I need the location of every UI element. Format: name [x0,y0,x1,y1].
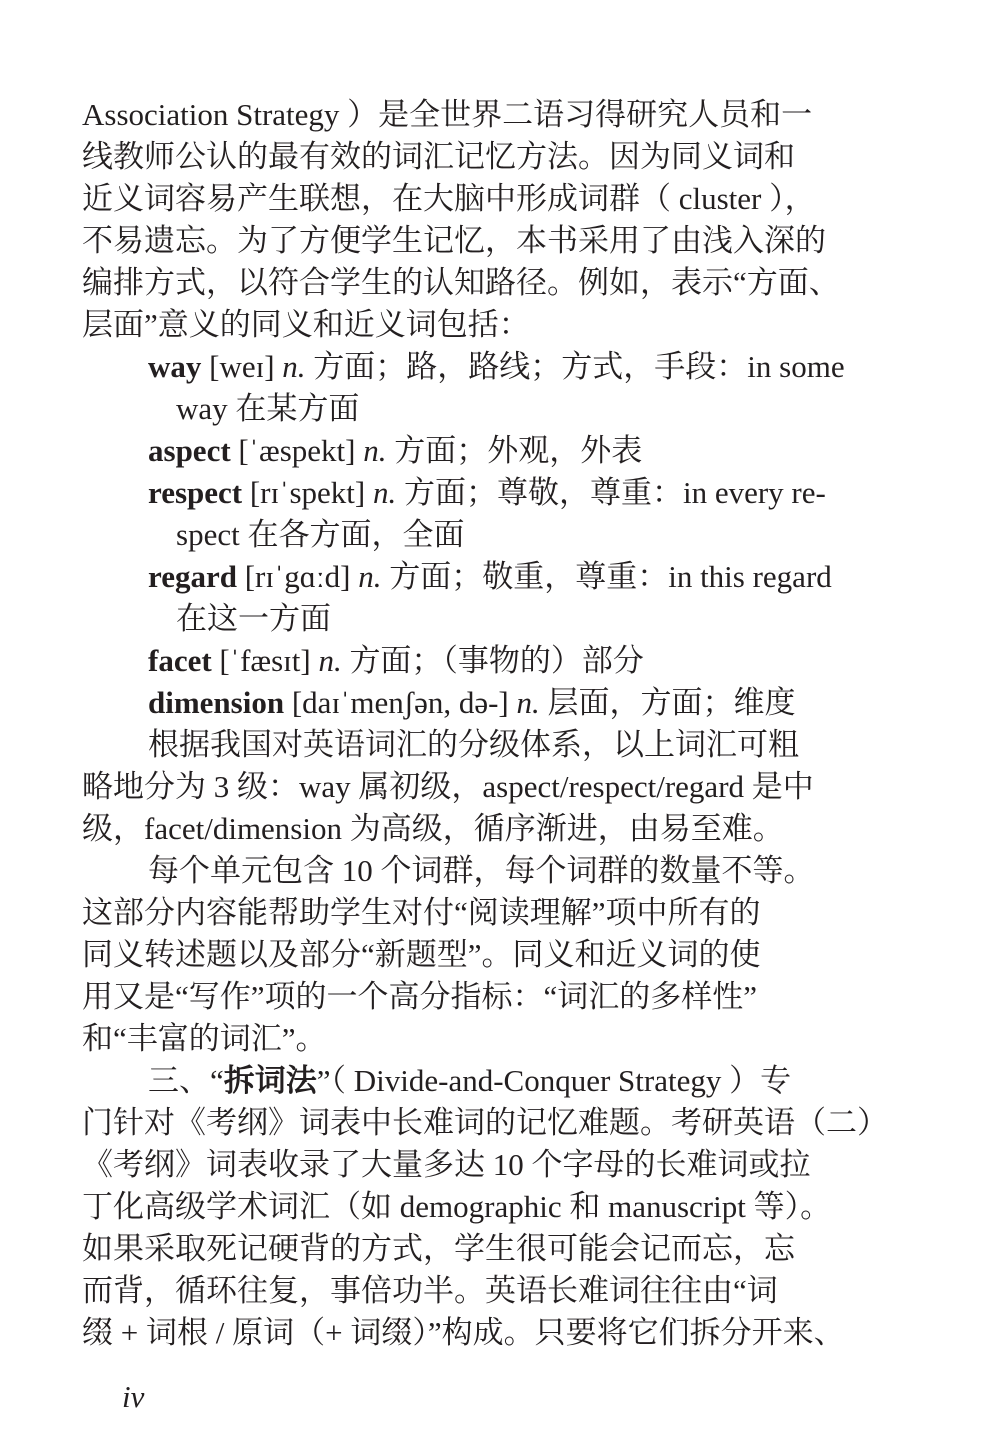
definition: 方面；敬重，尊重：in this regard [381,559,832,594]
text-line: 略地分为 3 级：way 属初级，aspect/respect/regard 是中 [82,769,814,804]
text-line: 级，facet/dimension 为高级，循序渐进，由易至难。 [82,811,784,846]
definition: 方面；路，路线；方式，手段：in some [305,349,845,384]
page-number: iv [122,1379,145,1414]
text-line: 不易遗忘。为了方便学生记忆，本书采用了由浅入深的 [82,223,826,258]
text-line: 用又是“写作”项的一个高分指标：“词汇的多样性” [82,979,758,1014]
text-line: 和“丰富的词汇”。 [82,1021,327,1056]
divide-and-conquer-paragraph [82,1060,888,1354]
headword: aspect [148,433,231,468]
text-line: 这部分内容能帮助学生对付“阅读理解”项中所有的 [82,895,761,930]
text-line: 丁化高级学术词汇（如 demographic 和 manuscript 等）。 [82,1189,832,1224]
text-line: Association Strategy ）是全世界二语习得研究人员和一 [82,97,813,132]
text-line: 如果采取死记硬背的方式，学生很可能会记而忘，忘 [82,1231,795,1266]
grading-paragraph [82,724,882,850]
part-of-speech: n. [358,559,382,594]
word-entry-regard [148,556,888,640]
headword: dimension [148,685,285,720]
definition: 方面；（事物的）部分 [341,643,644,678]
part-of-speech: n. [372,475,397,510]
definition-continuation: 在这一方面 [176,601,331,636]
text-line: 近义词容易产生联想，在大脑中形成词群（ cluster ）， [82,181,816,216]
definition-continuation: spect 在各方面，全面 [176,517,465,552]
text-line: 根据我国对英语词汇的分级体系，以上词汇可粗 [148,727,799,762]
unit-description-paragraph [82,850,882,1060]
method-name: 拆词法 [223,1063,317,1098]
text-line: 门针对《考纲》词表中长难词的记忆难题。考研英语（二） [82,1105,888,1140]
text-line: 每个单元包含 10 个词群，每个词群的数量不等。 [148,853,815,888]
text-line: 层面”意义的同义和近义词包括： [82,307,530,342]
text-line: 同义转述题以及部分“新题型”。同义和近义词的使 [82,937,761,972]
text-line: 线教师公认的最有效的词汇记忆方法。因为同义词和 [82,139,795,174]
synonym-entry-list [148,346,888,724]
headword: regard [148,559,237,594]
phonetic: [ˈæspekt] [230,433,364,468]
word-entry-aspect [148,430,888,472]
word-entry-way [148,346,888,430]
section-marker: 三、“ [148,1063,224,1098]
text-fragment: ”（ Divide-and-Conquer Strategy ）专 [316,1063,792,1098]
part-of-speech: n. [516,685,540,720]
text-line: 编排方式，以符合学生的认知路径。例如，表示“方面、 [82,265,840,300]
definition: 方面；外观，外表 [386,433,643,468]
phonetic: [rɪˈspekt] [242,475,373,510]
text-line: 《考纲》词表收录了大量多达 10 个字母的长难词或拉 [82,1147,811,1182]
headword: facet [148,643,212,678]
phonetic: [ˈfæsɪt] [211,643,319,678]
headword: way [148,349,202,384]
word-entry-facet [148,640,888,682]
definition: 层面，方面；维度 [539,685,796,720]
text-line: 而背，循环往复，事倍功半。英语长难词往往由“词 [82,1273,778,1308]
phonetic: [daɪˈmenʃən, də-] [284,685,517,720]
text-line: 缀 + 词根 / 原词（+ 词缀）”构成。只要将它们拆分开来、 [82,1315,845,1350]
definition: 方面；尊敬，尊重：in every re- [396,475,826,510]
part-of-speech: n. [363,433,387,468]
headword: respect [148,475,243,510]
word-entry-respect [148,472,888,556]
part-of-speech: n. [318,643,342,678]
part-of-speech: n. [282,349,306,384]
word-entry-dimension [148,682,888,724]
phonetic: [rɪˈgɑːd] [236,559,359,594]
phonetic: [weɪ] [201,349,283,384]
intro-paragraph [82,94,882,346]
text-line [82,1060,882,1102]
definition-continuation: way 在某方面 [176,391,360,426]
